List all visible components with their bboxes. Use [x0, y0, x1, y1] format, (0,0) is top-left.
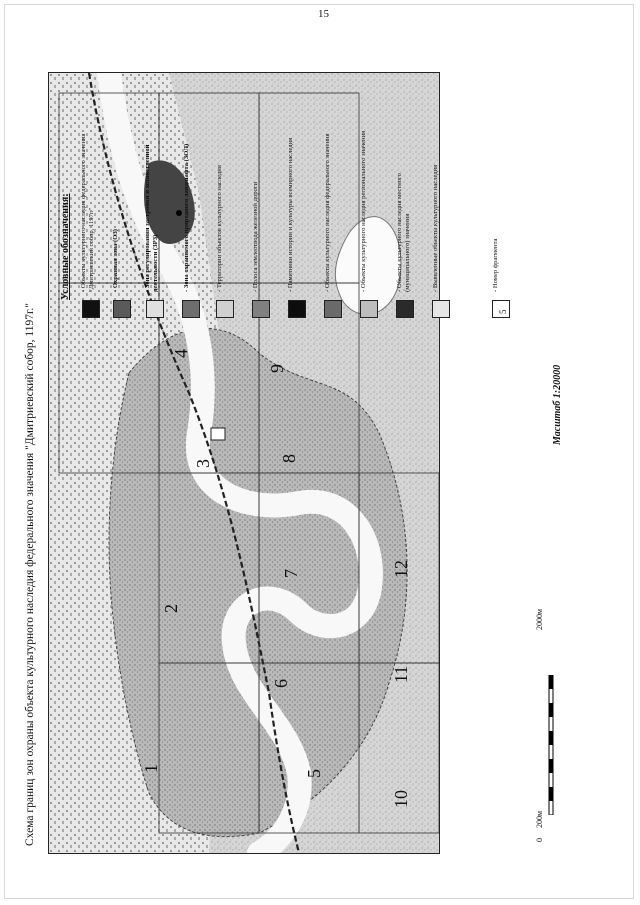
legend-label: - Полоса землеотвода железной дороги — [252, 181, 259, 292]
scale-bar-end: 2000м — [535, 608, 544, 630]
legend-label: - Зона охраняемого природного ландшафта (ЗОЛ) — [183, 143, 190, 292]
fragment-number: 2 — [161, 604, 181, 613]
building — [211, 428, 225, 440]
legend-swatch — [216, 300, 234, 318]
legend-label: - Объекты культурного наследия федерального значения — [324, 133, 331, 292]
legend-label: - Территории объектов культурного наследия — [216, 165, 223, 292]
fragment-number: 12 — [391, 560, 411, 578]
fragment-number: 10 — [391, 790, 411, 808]
legend-swatch — [288, 300, 306, 318]
fragment-number: 7 — [281, 569, 301, 578]
fragment-number: 9 — [267, 364, 287, 373]
legend-label: - Выявленные объекты культурного наследия — [432, 164, 439, 292]
legend-label: - Зона регулирования застройки и хозяйственной деятельности (ЗРЗ) — [144, 144, 159, 292]
legend-label: - Номер фрагмента — [492, 238, 499, 292]
map-svg — [49, 73, 439, 853]
legend-swatch — [182, 300, 200, 318]
scale-bar-start: 0 — [535, 838, 544, 842]
legend-title: Условные обозначения: — [60, 193, 71, 300]
fragment-number: 5 — [304, 769, 324, 778]
fragment-number: 11 — [391, 665, 411, 683]
legend-swatch — [492, 300, 510, 318]
legend-label: - Объекты культурного наследия федерального значения "Дмитриевский собор, 1197г." — [80, 133, 95, 292]
legend-swatch — [146, 300, 164, 318]
legend-label: - Памятники истории и культуры всемирного наследия — [287, 137, 294, 292]
map-area[interactable] — [48, 72, 440, 854]
fragment-number: 1 — [141, 764, 161, 773]
page-number: 15 — [318, 8, 329, 20]
scale-label: Масштаб 1:20000 — [552, 364, 563, 445]
fragment-number: 6 — [271, 679, 291, 688]
legend-box-number: 5 — [498, 309, 508, 314]
fragment-number: 4 — [171, 349, 191, 358]
fragment-number: 3 — [193, 459, 213, 468]
legend-swatch — [82, 300, 100, 318]
legend-swatch — [360, 300, 378, 318]
legend-swatch — [432, 300, 450, 318]
legend-swatch — [252, 300, 270, 318]
legend-label: - Объекты культурного наследия местного (муниципального) значения — [396, 173, 411, 292]
legend-swatch — [113, 300, 131, 318]
legend-swatch — [396, 300, 414, 318]
fragment-number: 8 — [279, 454, 299, 463]
legend-label: - Охранная зона (ОЗ) — [112, 229, 119, 292]
legend-swatch — [324, 300, 342, 318]
map-title: Схема границ зон охраны объекта культурного наследия федерального значения "Дмитриевский собор, 1197г." — [24, 303, 36, 846]
scale-bar — [545, 675, 557, 815]
scale-bar-mid: 200м — [535, 810, 544, 828]
legend-label: - Объекты культурного наследия регионального значения — [360, 130, 367, 292]
